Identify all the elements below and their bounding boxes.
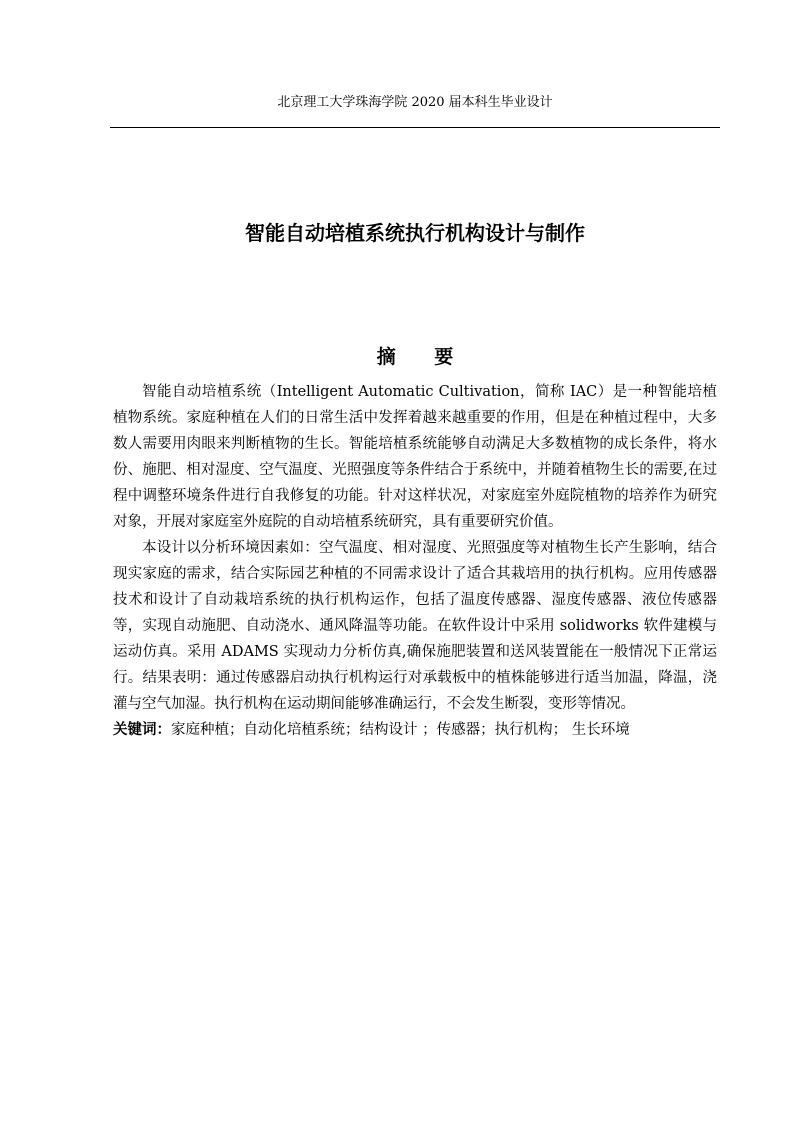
abstract-body (113, 379, 717, 743)
keywords-text: 家庭种植；自动化培植系统；结构设计 ；传感器；执行机构； 生长环境 (171, 722, 630, 738)
abstract-heading: 摘 要 (376, 346, 470, 368)
keywords-line (113, 717, 717, 743)
abstract-paragraph-2: 本设计以分析环境因素如：空气温度、相对湿度、光照强度等对植物生长产生影响，结合现实家庭的需求，结合实际园艺种植的不同需求设计了适合其栽培用的执行机构。应用传感器技术和设计了自动栽培系统的执行机构运作，包括了温度传感器、湿度传感器、液位传感器等，实现自动施肥、自动浇水、通风降温等功能。在软件设计中采用 solidworks 软件建模与运动仿真。采用 ADAMS 实现动力分析仿真,确保施肥装置和送风装置能在一般情况下正常运行。结果表明：通过传感器启动执行机构运行对承载板中的植株能够进行适当加温，降温，浇灌与空气加湿。执行机构在运动期间能够准确运行，不会发生断裂，变形等情况。 (113, 540, 717, 712)
keywords-label: 关键词： (113, 722, 171, 738)
running-header: 北京理工大学珠海学院 2020 届本科生毕业设计 (277, 95, 553, 110)
header-rule (110, 127, 720, 128)
page-title: 智能自动培植系统执行机构设计与制作 (245, 221, 585, 245)
abstract-paragraph-1: 智能自动培植系统（Intelligent Automatic Cultivation，简称 IAC）是一种智能培植植物系统。家庭种植在人们的日常生活中发挥着越来越重要的作用，但是在种植过程中，大多数人需要用肉眼来判断植物的生长。智能培植系统能够自动满足大多数植物的成长条件，将水份、施肥、相对湿度、空气温度、光照强度等条件结合于系统中，并随着植物生长的需要,在过程中调整环境条件进行自我修复的功能。针对这样状况，对家庭室外庭院植物的培养作为研究对象，开展对家庭室外庭院的自动培植系统研究，具有重要研究价值。 (113, 384, 717, 530)
